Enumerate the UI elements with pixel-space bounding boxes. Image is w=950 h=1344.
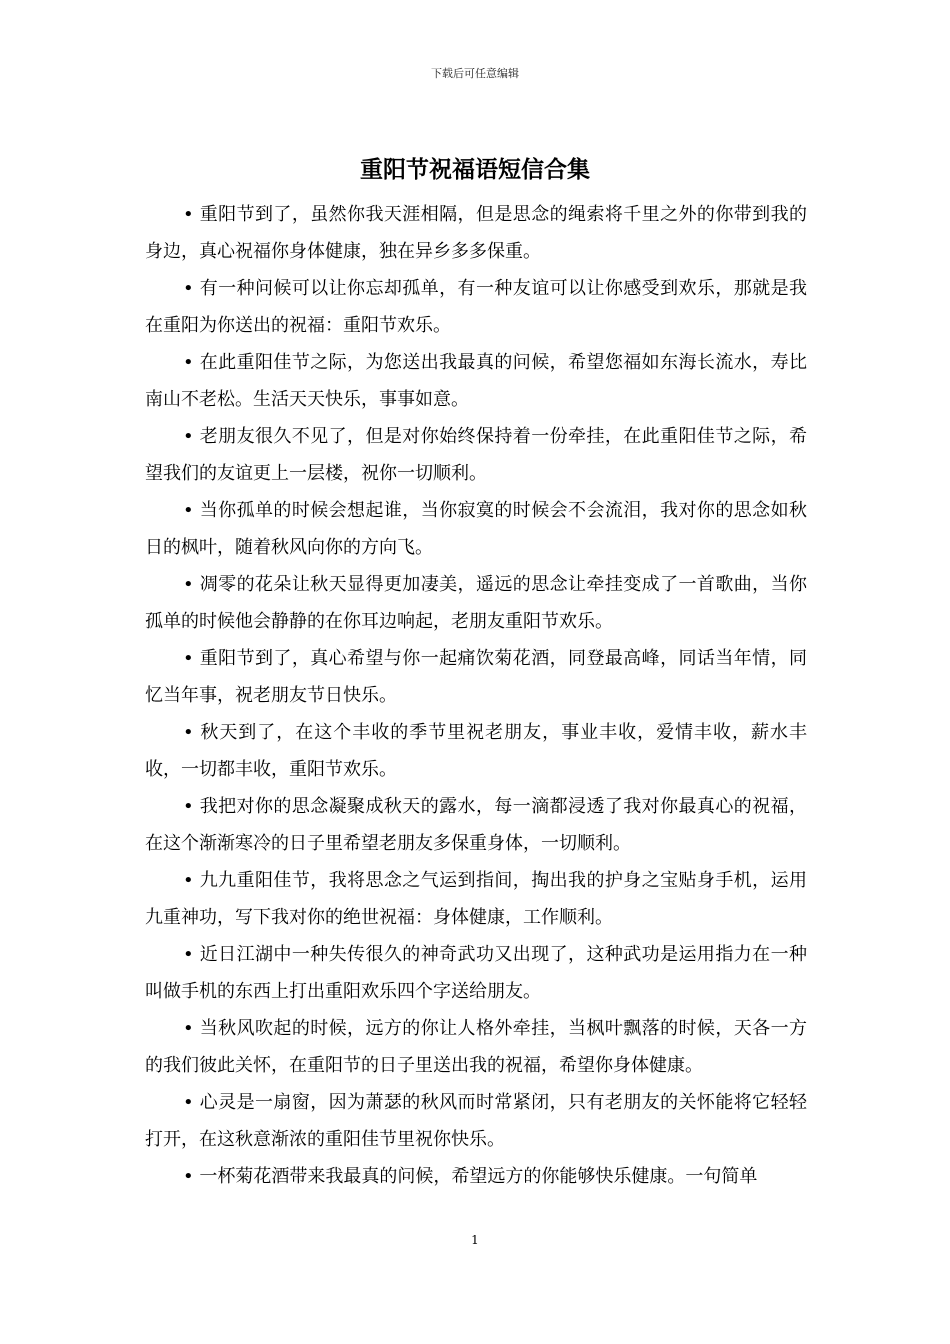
paragraph: • 在此重阳佳节之际，为您送出我最真的问候，希望您福如东海长流水，寿比南山不老松。生活天天快乐，事事如意。	[145, 352, 807, 410]
paragraph: • 我把对你的思念凝聚成秋天的露水，每一滴都浸透了我对你最真心的祝福，在这个渐渐寒冷的日子里希望老朋友多保重身体，一切顺利。	[145, 796, 807, 854]
paragraph: • 当你孤单的时候会想起谁，当你寂寞的时候会不会流泪，我对你的思念如秋日的枫叶，随着秋风向你的方向飞。	[145, 500, 807, 558]
paragraph: • 近日江湖中一种失传很久的神奇武功又出现了，这种武功是运用指力在一种叫做手机的东西上打出重阳欢乐四个字送给朋友。	[145, 944, 807, 1002]
paragraph: • 老朋友很久不见了，但是对你始终保持着一份牵挂，在此重阳佳节之际，希望我们的友谊更上一层楼，祝你一切顺利。	[145, 426, 807, 484]
paragraph: • 凋零的花朵让秋天显得更加凄美，遥远的思念让牵挂变成了一首歌曲，当你孤单的时候他会静静的在你耳边响起，老朋友重阳节欢乐。	[145, 574, 807, 632]
paragraph: • 一杯菊花酒带来我最真的问候，希望远方的你能够快乐健康。一句简单	[183, 1166, 758, 1187]
paragraph: • 九九重阳佳节，我将思念之气运到指间，掏出我的护身之宝贴身手机，运用九重神功，写下我对你的绝世祝福：身体健康，工作顺利。	[145, 870, 807, 928]
document-body	[145, 196, 807, 1195]
paragraph: • 当秋风吹起的时候，远方的你让人格外牵挂，当枫叶飘落的时候，天各一方的我们彼此关怀，在重阳节的日子里送出我的祝福，希望你身体健康。	[145, 1018, 807, 1076]
paragraph: • 秋天到了，在这个丰收的季节里祝老朋友，事业丰收，爱情丰收，薪水丰收，一切都丰收，重阳节欢乐。	[145, 722, 807, 780]
paragraph: • 重阳节到了，虽然你我天涯相隔，但是思念的绳索将千里之外的你带到我的身边，真心祝福你身体健康，独在异乡多多保重。	[145, 204, 807, 262]
document-title: 重阳节祝福语短信合集	[360, 156, 590, 183]
paragraph: • 重阳节到了，真心希望与你一起痛饮菊花酒，同登最高峰，同话当年情，同忆当年事，祝老朋友节日快乐。	[145, 648, 807, 706]
paragraph: • 心灵是一扇窗，因为萧瑟的秋风而时常紧闭，只有老朋友的关怀能将它轻轻打开，在这秋意渐浓的重阳佳节里祝你快乐。	[145, 1092, 807, 1150]
paragraph: • 有一种问候可以让你忘却孤单，有一种友谊可以让你感受到欢乐，那就是我在重阳为你送出的祝福：重阳节欢乐。	[145, 278, 807, 336]
page-number: 1	[471, 1233, 479, 1247]
header-note: 下载后可任意编辑	[431, 67, 519, 80]
